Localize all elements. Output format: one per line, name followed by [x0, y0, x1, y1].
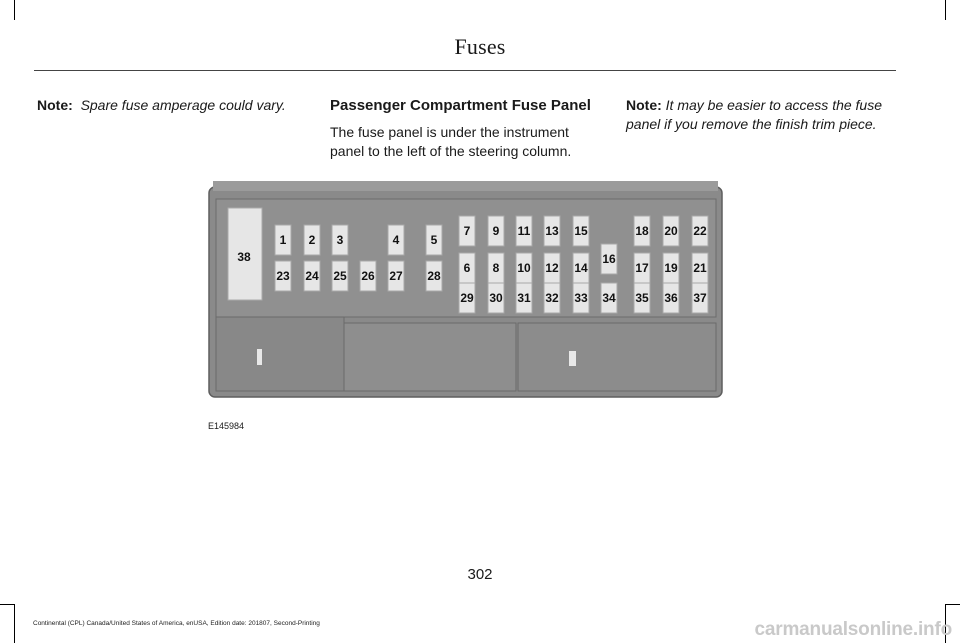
fuse-5-label: 5	[430, 233, 438, 247]
fuse-2-label: 2	[308, 233, 316, 247]
fuse-17-label: 17	[635, 261, 649, 275]
column-3	[626, 96, 896, 134]
crop-mark-bottom-left	[0, 604, 14, 605]
column-1	[37, 96, 297, 115]
note-label: Note:	[37, 97, 73, 113]
fuse-8-label: 8	[492, 261, 500, 275]
note-label: Note:	[626, 97, 662, 113]
page-title: Fuses	[454, 34, 506, 59]
fuse-35-label: 35	[635, 291, 649, 305]
column-2	[330, 96, 602, 161]
panel-lower-right	[518, 323, 716, 391]
fuse-37-label: 37	[693, 291, 707, 305]
footer-text: Continental (CPL) Canada/United States of America, enUSA, Edition date: 201807, Second-Printing	[33, 620, 320, 627]
panel-top-edge	[213, 181, 718, 191]
fuse-33-label: 33	[574, 291, 588, 305]
fuse-23-label: 23	[276, 269, 290, 283]
fuse-14-label: 14	[574, 261, 588, 275]
fuse-7-label: 7	[463, 224, 471, 238]
fuse-panel-diagram	[208, 177, 723, 400]
fuse-27-label: 27	[389, 269, 403, 283]
note-text: It may be easier to access the fuse panel if you remove the finish trim piece.	[626, 97, 883, 132]
fuse-22-label: 22	[693, 224, 707, 238]
fuse-28-label: 28	[427, 269, 441, 283]
fuse-3-label: 3	[336, 233, 344, 247]
fuse-30-label: 30	[489, 291, 503, 305]
fuse-31-label: 31	[517, 291, 531, 305]
fuse-19-label: 19	[664, 261, 678, 275]
fuse-1-label: 1	[279, 233, 287, 247]
fuse-20-label: 20	[664, 224, 678, 238]
crop-mark-top-left	[14, 0, 15, 20]
fuse-18-label: 18	[635, 224, 649, 238]
fuse-13-label: 13	[545, 224, 559, 238]
page-number: 302	[467, 566, 493, 583]
fuse-21-label: 21	[693, 261, 707, 275]
fuse-25-label: 25	[333, 269, 347, 283]
fuse-29-label: 29	[460, 291, 474, 305]
section-body: The fuse panel is under the instrument panel to the left of the steering column.	[330, 124, 572, 159]
fuse-38-label: 38	[237, 250, 251, 264]
section-heading: Passenger Compartment Fuse Panel	[330, 97, 591, 114]
crop-mark-bottom-right	[946, 604, 960, 605]
slot-right	[569, 351, 576, 366]
fuse-32-label: 32	[545, 291, 559, 305]
header-rule	[34, 70, 896, 71]
fuse-4-label: 4	[392, 233, 400, 247]
fuse-16-label: 16	[602, 252, 616, 266]
fuse-11-label: 11	[517, 224, 531, 238]
fuse-34-label: 34	[602, 291, 616, 305]
note-text: Spare fuse amperage could vary.	[80, 97, 286, 113]
panel-lower-left	[216, 317, 344, 391]
fuse-9-label: 9	[492, 224, 500, 238]
fuse-6-label: 6	[463, 261, 471, 275]
fuse-12-label: 12	[545, 261, 559, 275]
crop-mark-top-right	[945, 0, 946, 20]
crop-mark-bottom-left-v	[14, 604, 15, 643]
fuse-15-label: 15	[574, 224, 588, 238]
watermark: carmanualsonline.info	[754, 619, 952, 640]
slot-left	[257, 349, 262, 365]
fuse-36-label: 36	[664, 291, 678, 305]
fuse-10-label: 10	[517, 261, 531, 275]
panel-lower-middle	[344, 323, 516, 391]
fuse-24-label: 24	[305, 269, 319, 283]
fuse-26-label: 26	[361, 269, 375, 283]
figure-code: E145984	[208, 421, 245, 431]
